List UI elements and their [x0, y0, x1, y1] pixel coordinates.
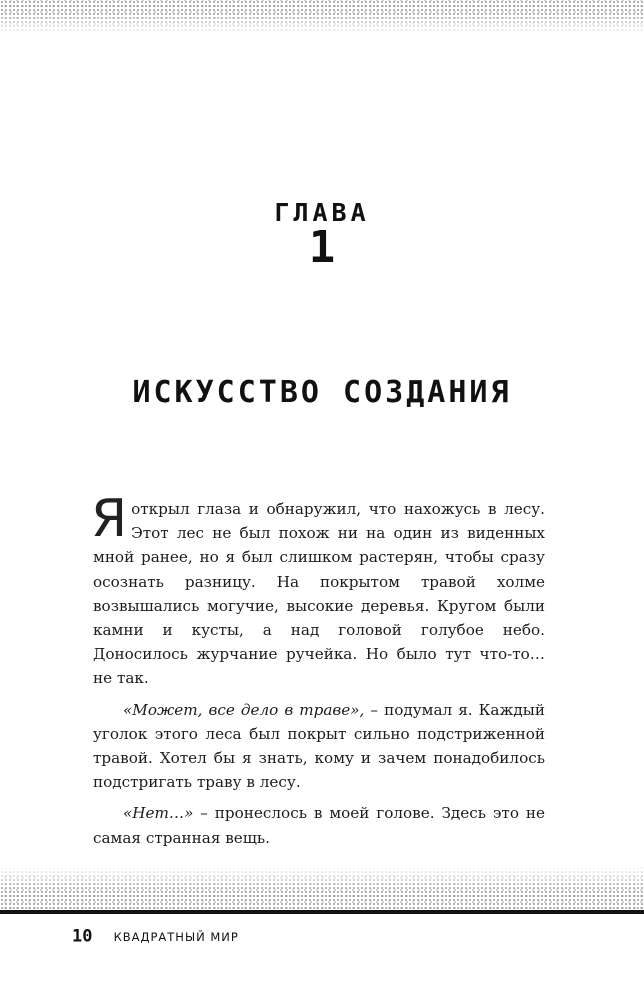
page-footer: [72, 926, 239, 947]
page-number: 10: [72, 926, 93, 947]
chapter-label: ГЛАВА: [274, 198, 370, 227]
paragraph-2-quote: «Может, все дело в траве»,: [123, 700, 365, 719]
paragraph-2: [93, 698, 545, 795]
chapter-body: [91, 489, 545, 857]
paragraph-3-quote: «Нет…»: [123, 804, 194, 823]
top-pixel-pattern: [0, 0, 644, 34]
paragraph-3: [93, 801, 545, 849]
footer-rule: [0, 910, 644, 914]
drop-cap: Я: [91, 489, 128, 549]
paragraph-1-text: открыл глаза и обнаружил, что нахожусь в лесу. Этот лес не был похож ни на один из виденных мной ранее, но я был слишком растерян, чтобы сразу осознать разницу. На покрытом травой холме возвышались могучие, высокие деревья. Кругом были камни и кусты, а над головой голубое небо. Доносилось журчание ручейка. Но было тут что-то… не так.: [93, 500, 545, 688]
chapter-title: ИСКУССТВО СОЗДАНИЯ: [132, 375, 512, 410]
running-title: КВАДРАТНЫЙ МИР: [113, 929, 239, 944]
chapter-number: 1: [308, 222, 336, 273]
paragraph-1: [91, 489, 545, 691]
paragraph-2-text: – подумал я. Каждый уголок этого леса был покрыт сильно подстриженной травой. Хотел бы я знать, кому и зачем понадобилось подстригать траву в лесу.: [93, 700, 545, 792]
paragraph-3-text: – пронеслось в моей голове. Здесь это не самая странная вещь.: [93, 804, 545, 847]
bottom-pixel-pattern: [0, 866, 644, 910]
